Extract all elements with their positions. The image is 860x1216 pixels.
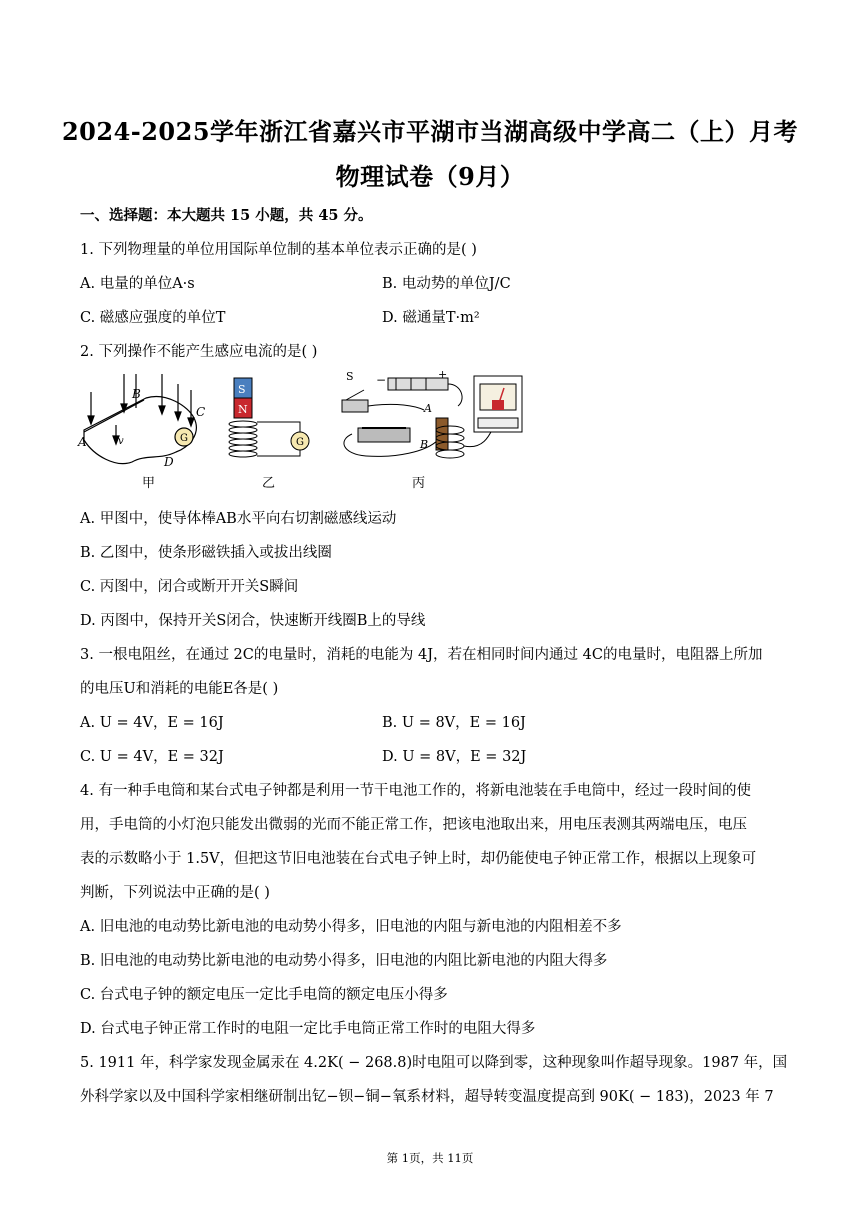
figure-bing bbox=[342, 370, 522, 458]
section-heading: 一、选择题：本大题共 15 小题，共 45 分。 bbox=[80, 207, 373, 224]
svg-text:S: S bbox=[346, 370, 354, 383]
page-footer: 第 1页，共 11页 bbox=[386, 1151, 474, 1165]
svg-text:S: S bbox=[238, 383, 246, 396]
svg-text:N: N bbox=[238, 403, 248, 416]
q4-stem-line1: 4. 有一种手电筒和某台式电子钟都是利用一节干电池工作的，将新电池装在手电筒中，经过一段时间的使 bbox=[80, 783, 751, 799]
q1-option-c: C. 磁感应强度的单位T bbox=[80, 310, 226, 326]
figure-label-jia: 甲 bbox=[142, 476, 156, 491]
svg-text:+: + bbox=[438, 370, 448, 381]
q4-stem-line4: 判断，下列说法中正确的是( ) bbox=[80, 885, 270, 901]
page-subtitle: 物理试卷（9月） bbox=[335, 162, 525, 191]
q2-option-a: A. 甲图中，使导体棒AB水平向右切割磁感线运动 bbox=[80, 511, 397, 527]
svg-text:C: C bbox=[196, 405, 206, 419]
q1-option-d: D. 磁通量T·m² bbox=[382, 310, 480, 326]
q2-stem: 2. 下列操作不能产生感应电流的是( ) bbox=[80, 344, 318, 360]
q3-stem-line1: 3. 一根电阻丝，在通过 2C的电量时，消耗的电能为 4J，若在相同时间内通过 4C的电量时，电阻器上所加 bbox=[80, 647, 763, 663]
svg-text:v: v bbox=[118, 436, 124, 447]
q5-stem-line2: 外科学家以及中国科学家相继研制出钇−钡−铜−氧系材料，超导转变温度提高到 90K( − 183)，2023 年 7 bbox=[80, 1089, 774, 1105]
q3-option-c: C. U = 4V，E = 32J bbox=[80, 749, 224, 765]
svg-text:D: D bbox=[164, 455, 174, 469]
q2-option-d: D. 丙图中，保持开关S闭合，快速断开线圈B上的导线 bbox=[80, 613, 426, 629]
q1-option-b: B. 电动势的单位J/C bbox=[382, 276, 511, 292]
q2-option-b: B. 乙图中，使条形磁铁插入或拔出线圈 bbox=[80, 545, 332, 561]
svg-text:A: A bbox=[78, 435, 87, 449]
q2-option-c: C. 丙图中，闭合或断开开关S瞬间 bbox=[80, 579, 299, 595]
q4-stem-line3: 表的示数略小于 1.5V，但把这节旧电池装在台式电子钟上时，却仍能使电子钟正常工作，根据以上现象可 bbox=[80, 851, 757, 867]
q4-option-a: A. 旧电池的电动势比新电池的电动势小得多，旧电池的内阻与新电池的内阻相差不多 bbox=[80, 919, 622, 935]
svg-text:A: A bbox=[424, 402, 432, 415]
q1-stem: 1. 下列物理量的单位用国际单位制的基本单位表示正确的是( ) bbox=[80, 242, 477, 258]
q1-option-a: A. 电量的单位A·s bbox=[80, 276, 195, 292]
q2-figure bbox=[76, 370, 528, 492]
q3-option-b: B. U = 8V，E = 16J bbox=[382, 715, 526, 731]
q4-option-b: B. 旧电池的电动势比新电池的电动势小得多，旧电池的内阻比新电池的内阻大得多 bbox=[80, 953, 608, 969]
figure-label-bing: 丙 bbox=[412, 476, 426, 491]
page-title: 2024-2025学年浙江省嘉兴市平湖市当湖高级中学高二（上）月考 bbox=[61, 117, 799, 146]
q4-stem-line2: 用，手电筒的小灯泡只能发出微弱的光而不能正常工作，把该电池取出来，用电压表测其两端电压，电压 bbox=[80, 817, 747, 833]
q4-option-c: C. 台式电子钟的额定电压一定比手电筒的额定电压小得多 bbox=[80, 987, 448, 1003]
svg-text:B: B bbox=[132, 387, 141, 401]
q4-option-d: D. 台式电子钟正常工作时的电阻一定比手电筒正常工作时的电阻大得多 bbox=[80, 1021, 536, 1037]
figure-yi bbox=[229, 378, 309, 457]
q3-option-d: D. U = 8V，E = 32J bbox=[382, 749, 527, 765]
q3-option-a: A. U = 4V，E = 16J bbox=[80, 715, 224, 731]
svg-text:−: − bbox=[376, 373, 387, 387]
q5-stem-line1: 5. 1911 年，科学家发现金属汞在 4.2K( − 268.8)时电阻可以降到零，这种现象叫作超导现象。1987 年，国 bbox=[80, 1055, 788, 1071]
svg-text:G: G bbox=[180, 433, 188, 444]
svg-text:G: G bbox=[296, 437, 304, 448]
svg-text:B: B bbox=[420, 438, 429, 451]
q3-stem-line2: 的电压U和消耗的电能E各是( ) bbox=[80, 681, 279, 697]
figure-label-yi: 乙 bbox=[262, 476, 276, 491]
